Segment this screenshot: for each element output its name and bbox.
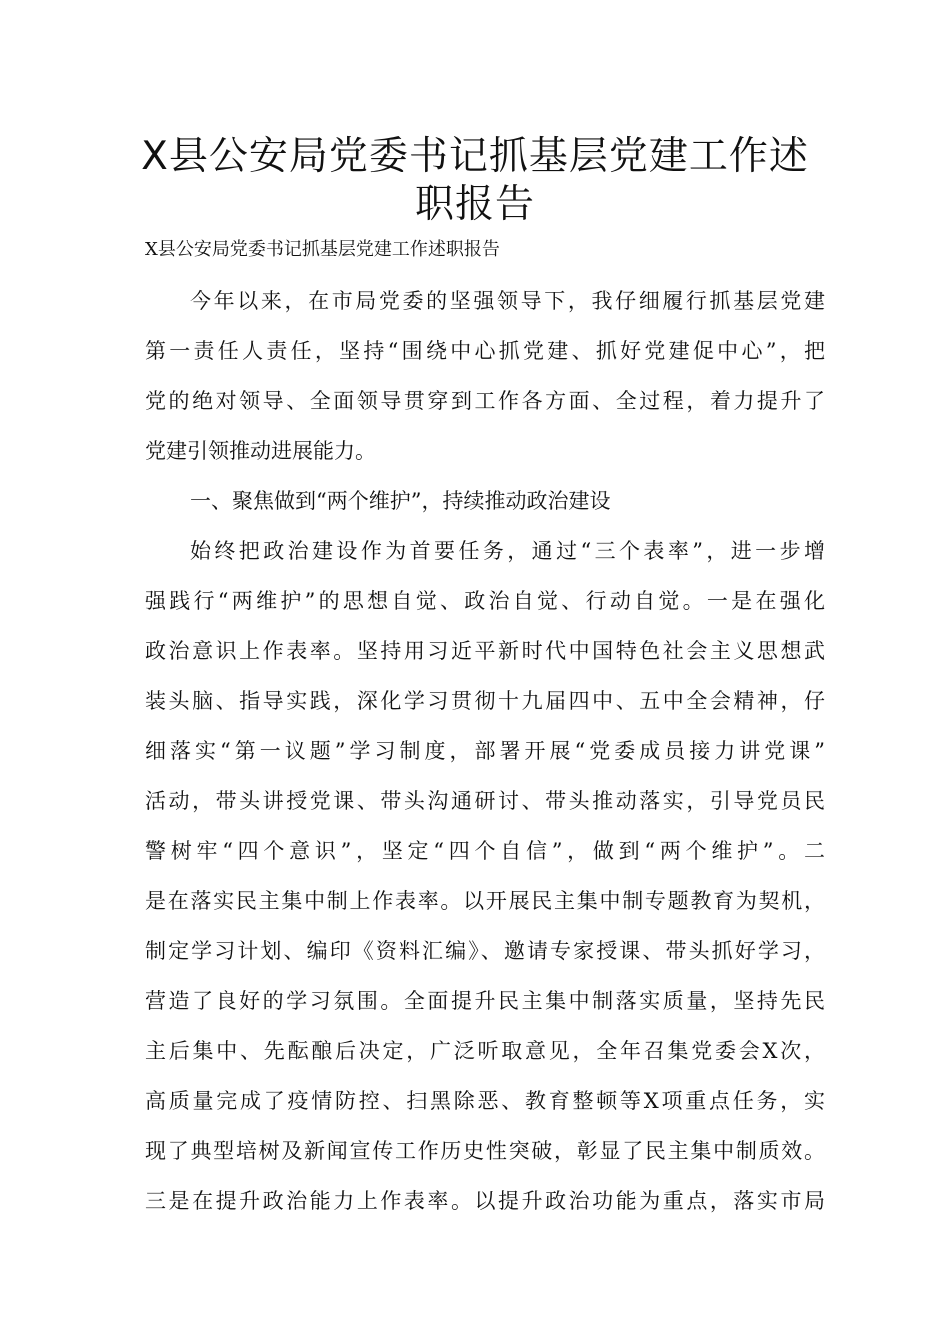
paragraph-line: 今年以来，在市局党委的坚强领导下，我仔细履行抓基层党建	[190, 289, 825, 313]
paragraph-line: 始终把政治建设作为首要任务，通过“三个表率”，进一步增	[190, 539, 825, 563]
paragraph-line: 政治意识上作表率。坚持用习近平新时代中国特色社会主义思想武	[145, 639, 825, 663]
document-title-line-2: 职报告	[414, 182, 535, 227]
paragraph-line: 第一责任人责任，坚持“围绕中心抓党建、抓好党建促中心”，把	[145, 339, 825, 363]
paragraph-line: 党建引领推动进展能力。	[145, 439, 376, 463]
paragraph-line: 警树牢“四个意识”，坚定“四个自信”，做到“两个维护”。二	[145, 839, 825, 863]
paragraph-line: 制定学习计划、编印《资料汇编》、邀请专家授课、带头抓好学习，	[145, 939, 825, 963]
section-heading: 一、聚焦做到“两个维护”，持续推动政治建设	[190, 489, 611, 513]
document-subtitle: X县公安局党委书记抓基层党建工作述职报告	[145, 239, 500, 260]
paragraph-line: 现了典型培树及新闻宣传工作历史性突破，彰显了民主集中制质效。	[145, 1139, 825, 1163]
paragraph-line: 是在落实民主集中制上作表率。以开展民主集中制专题教育为契机，	[145, 889, 825, 913]
paragraph-line: 营造了良好的学习氛围。全面提升民主集中制落实质量，坚持先民	[145, 989, 825, 1013]
paragraph-line: 装头脑、指导实践，深化学习贯彻十九届四中、五中全会精神，仔	[145, 689, 825, 713]
paragraph-line: 三是在提升政治能力上作表率。以提升政治功能为重点，落实市局	[145, 1189, 825, 1213]
paragraph-line: 党的绝对领导、全面领导贯穿到工作各方面、全过程，着力提升了	[145, 389, 825, 413]
paragraph-line: 强践行“两维护”的思想自觉、政治自觉、行动自觉。一是在强化	[145, 589, 825, 613]
paragraph-line: 活动，带头讲授党课、带头沟通研讨、带头推动落实，引导党员民	[145, 789, 825, 813]
paragraph-line: 高质量完成了疫情防控、扫黑除恶、教育整顿等X项重点任务，实	[145, 1089, 825, 1113]
document-title-line-1: X县公安局党委书记抓基层党建工作述	[141, 134, 809, 179]
paragraph-line: 主后集中、先酝酿后决定，广泛听取意见，全年召集党委会X次，	[145, 1039, 825, 1063]
paragraph-line: 细落实“第一议题”学习制度，部署开展“党委成员接力讲党课”	[145, 739, 825, 763]
